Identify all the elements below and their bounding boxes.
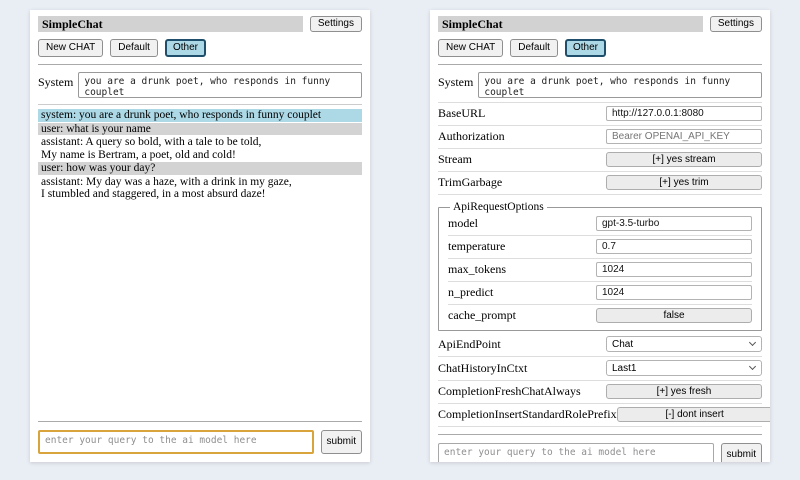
setting-row-stream [438, 149, 762, 172]
stream-toggle-button[interactable]: [+] yes stream [606, 152, 762, 167]
submit-button[interactable]: submit [721, 443, 762, 462]
settings-list [438, 102, 762, 427]
app-title: SimpleChat [438, 16, 703, 32]
chat-message-assistant [38, 176, 362, 201]
chevron-down-icon [749, 339, 756, 346]
system-prompt-input[interactable] [78, 72, 362, 98]
temperature-label: temperature [448, 239, 506, 253]
chat-message-text: I stumbled and staggered, in a most absurd daze! [41, 188, 266, 200]
divider [438, 434, 762, 435]
cache-prompt-toggle-button[interactable]: false [596, 308, 752, 323]
session-button-default[interactable]: Default [110, 39, 158, 57]
divider [438, 64, 762, 65]
session-button-default[interactable]: Default [510, 39, 558, 57]
setting-row-chat-history [438, 357, 762, 381]
chat-history-select[interactable] [606, 360, 762, 376]
trimgarbage-label: TrimGarbage [438, 175, 503, 189]
temperature-input[interactable] [596, 239, 752, 254]
api-endpoint-select[interactable] [606, 336, 762, 352]
settings-panel [430, 10, 770, 462]
setting-row-trimgarbage [438, 172, 762, 195]
setting-row-n-predict [448, 282, 752, 305]
authorization-input[interactable] [606, 129, 762, 144]
query-input[interactable] [38, 430, 314, 454]
setting-row-authorization [438, 126, 762, 149]
chat-message-text: My name is Bertram, a poet, old and cold! [41, 148, 236, 161]
authorization-label: Authorization [438, 129, 505, 143]
session-button-other[interactable]: Other [165, 39, 206, 57]
completion-fresh-label: CompletionFreshChatAlways [438, 384, 581, 398]
chat-message-text: assistant: A query so bold, with a tale to be told, [41, 136, 262, 148]
chat-panel [30, 10, 370, 462]
session-button-other[interactable]: Other [565, 39, 606, 57]
system-prompt-input[interactable] [478, 72, 762, 98]
query-input[interactable] [438, 443, 714, 462]
chat-message-text: assistant: My day was a haze, with a drink in my gaze, [41, 175, 292, 188]
chat-history-label: ChatHistoryInCtxt [438, 360, 528, 375]
chat-message-user [38, 162, 362, 175]
submit-button[interactable]: submit [321, 430, 362, 454]
api-request-options-group [438, 201, 762, 331]
chevron-down-icon [749, 363, 756, 370]
setting-row-completion-insert-prefix [438, 404, 762, 427]
system-prompt-row [438, 72, 762, 98]
setting-row-temperature [448, 236, 752, 259]
settings-button[interactable]: Settings [310, 16, 362, 32]
system-prompt-row [38, 72, 362, 98]
completion-fresh-toggle-button[interactable]: [+] yes fresh [606, 384, 762, 399]
max-tokens-input[interactable] [596, 262, 752, 277]
query-row [38, 430, 362, 454]
chat-message-system [38, 109, 362, 122]
baseurl-label: BaseURL [438, 106, 486, 120]
api-request-options-legend: ApiRequestOptions [453, 201, 544, 213]
setting-row-completion-fresh [438, 381, 762, 404]
stream-label: Stream [438, 152, 472, 166]
api-endpoint-selected-value: Chat [612, 338, 634, 350]
chat-message-assistant [38, 136, 362, 161]
header [438, 16, 762, 32]
api-endpoint-label: ApiEndPoint [438, 336, 501, 351]
chat-message-text: system: you are a drunk poet, who responds in funny couplet [41, 109, 322, 121]
settings-button[interactable]: Settings [710, 16, 762, 32]
model-label: model [448, 216, 478, 230]
max-tokens-label: max_tokens [448, 262, 506, 276]
setting-row-model [448, 213, 752, 236]
completion-insert-prefix-toggle-button[interactable]: [-] dont insert [617, 407, 770, 422]
setting-row-baseurl [438, 102, 762, 126]
app-title: SimpleChat [38, 16, 303, 32]
new-chat-button[interactable]: New CHAT [438, 39, 503, 57]
new-chat-button[interactable]: New CHAT [38, 39, 103, 57]
header [38, 16, 362, 32]
setting-row-cache-prompt [448, 305, 752, 327]
setting-row-api-endpoint [438, 333, 762, 357]
cache-prompt-label: cache_prompt [448, 308, 516, 322]
chat-message-text: user: how was your day? [41, 162, 156, 174]
baseurl-input[interactable] [606, 106, 762, 121]
session-buttons [438, 39, 762, 57]
chat-message-list [38, 109, 362, 414]
chat-message-text: user: what is your name [41, 122, 151, 135]
n-predict-input[interactable] [596, 285, 752, 300]
divider [38, 421, 362, 422]
divider [38, 104, 362, 105]
n-predict-label: n_predict [448, 285, 494, 299]
chat-message-user [38, 123, 362, 136]
divider [38, 64, 362, 65]
setting-row-max-tokens [448, 259, 752, 282]
system-prompt-label: System [438, 75, 474, 89]
session-buttons [38, 39, 362, 57]
model-input[interactable] [596, 216, 752, 231]
query-row [438, 443, 762, 462]
completion-insert-prefix-label: CompletionInsertStandardRolePrefix [438, 407, 617, 421]
chat-history-selected-value: Last1 [612, 362, 637, 374]
trimgarbage-toggle-button[interactable]: [+] yes trim [606, 175, 762, 190]
system-prompt-label: System [38, 75, 74, 89]
